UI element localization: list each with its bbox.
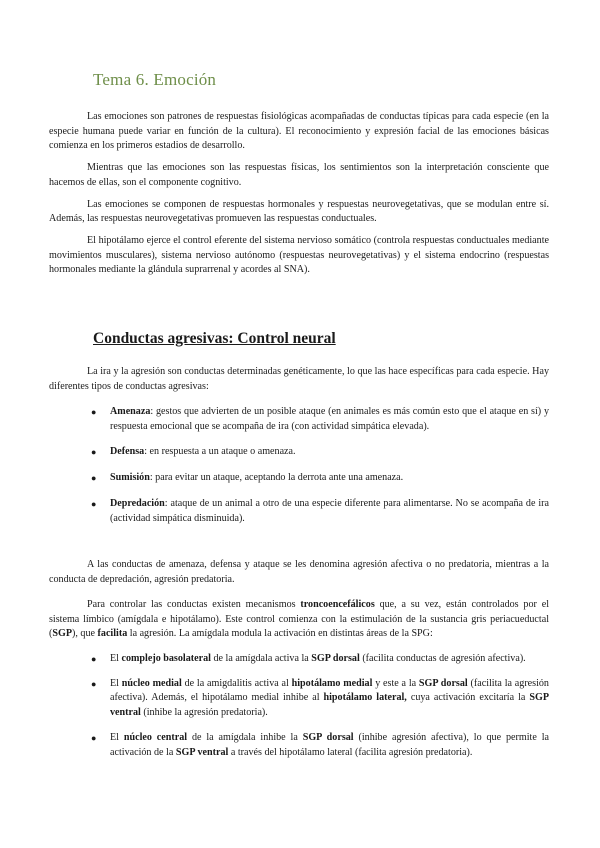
section-intro [49, 365, 549, 394]
text-run: la agresión. La amígdala modula la activación en distintas áreas de la SPG: [127, 628, 433, 640]
text-run: El [110, 731, 124, 743]
text-run: (facilita conductas de agresión afectiva). [359, 653, 526, 664]
definition: : para evitar un ataque, aceptando la derrota ante una amenaza. [149, 472, 404, 484]
definition: : ataque de un animal a otro de una especie diferente para alimentarse. No se acompaña de ira (actividad simpática disminuida). [110, 497, 549, 524]
bullet-icon: ● [91, 678, 97, 689]
text-run-bold: troncoencefálicos [300, 599, 375, 610]
text-run: que, a su vez, están controlados por el sistema límbico (amígdala e hipotálamo). Este control comienza con la estimulación de la sustancia gris periacueductal ( [49, 599, 549, 640]
text-run-bold: facilita [97, 628, 128, 640]
text-run-bold: SGP dorsal [418, 677, 468, 689]
intro-paragraph-4: El hipotálamo ejerce el control eferente del sistema nervioso somático (controla respuestas conductuales mediante movimientos musculares), sistema nervioso autónomo (respuestas neurovegetativas) y el sistema endocrino (respuestas hormonales mediante la glándula suprarrenal y acordes al SNA). [49, 234, 549, 276]
page-title: Tema 6. Emoción [93, 70, 217, 89]
definition: : gestos que advierten de un posible ataque (en animales es más común esto que el ataque en sí) y respuesta emocional que se acompaña de ira (con actividad simpática elevada). [110, 406, 549, 432]
text-run-bold: SGP dorsal [302, 731, 354, 743]
term: Defensa [110, 446, 145, 458]
affective-section [49, 558, 549, 587]
list-item [49, 471, 549, 486]
text-run: cuya activación excitaría la [406, 692, 530, 704]
text-run: y este a la [372, 677, 419, 689]
text-run: Para controlar las conductas existen mecanismos [87, 599, 301, 610]
intro-section [49, 110, 549, 278]
bullet-icon: ● [91, 407, 97, 417]
text-run-bold: núcleo central [123, 731, 188, 743]
text-run-bold: hipotálamo lateral, [323, 692, 407, 704]
text-run: El [110, 653, 122, 664]
aggression-types-list [49, 405, 549, 526]
section-title: Conductas agresivas: Control neural [93, 330, 336, 347]
list-item [49, 445, 549, 460]
bullet-icon: ● [91, 498, 97, 509]
bullet-icon: ● [91, 447, 97, 458]
term: Sumisión [110, 472, 150, 484]
text-run-bold: núcleo medial [121, 677, 182, 689]
affective-paragraph: A las conductas de amenaza, defensa y ataque se les denomina agresión afectiva o no predatoria, mientras a la conducta de depredación, agresión predatoria. [49, 559, 549, 585]
term: Amenaza [110, 406, 151, 417]
list-item [49, 652, 549, 667]
text-run: a través del hipotálamo lateral (facilita agresión predatoria). [228, 746, 473, 758]
text-run-bold: SGP ventral [110, 692, 549, 719]
bullet-icon: ● [91, 732, 97, 743]
text-run: de la amígdala activa la [210, 653, 312, 664]
text-run-bold: complejo basolateral [121, 653, 211, 664]
text-run: de la amigdalitis activa al [181, 677, 292, 689]
list-item [49, 405, 549, 434]
bullet-icon: ● [91, 654, 97, 664]
amygdala-list [49, 652, 549, 760]
text-run: El [110, 677, 122, 689]
definition: : en respuesta a un ataque o amenaza. [144, 446, 296, 458]
text-run-bold: SGP [52, 628, 73, 640]
control-section [49, 598, 549, 642]
intro-paragraph-2: Mientras que las emociones son las respuestas físicas, los sentimientos son la interpretación consciente que hacemos de ellas, son el componente cognitivo. [49, 162, 549, 188]
text-run-bold: SGP dorsal [311, 653, 360, 664]
list-item [49, 731, 549, 760]
text-run: (inhibe la agresión predatoria). [140, 707, 268, 719]
intro-paragraph-1: Las emociones son patrones de respuestas fisiológicas acompañadas de conductas típicas para cada especie (en la especie humana puede variar en función de la cultura). El reconocimiento y expresión facial de las emociones básicas comienza en los primeros estadios de desarrollo. [49, 111, 549, 152]
text-run-bold: SGP ventral [175, 746, 229, 758]
text-run: (facilita la agresión afectiva). Además, el hipotálamo medial inhibe al [110, 677, 549, 704]
term: Depredación [110, 497, 165, 509]
text-run-bold: hipotálamo medial [291, 677, 373, 689]
intro-paragraph-3: Las emociones se componen de respuestas hormonales y respuestas neurovegetativas, que se modulan entre sí. Además, las respuestas neurovegetativas promueven las respuestas conductuales. [49, 198, 549, 225]
list-item [49, 497, 549, 526]
section-intro-paragraph: La ira y la agresión son conductas determinadas genéticamente, lo que las hace específicas para cada especie. Hay diferentes tipos de conductas agresivas: [49, 366, 549, 392]
text-run: (inhibe agresión afectiva), lo que permite la activación de la [110, 731, 549, 758]
control-paragraph [49, 598, 549, 642]
text-run: de la amígdala inhibe la [187, 731, 303, 743]
list-item [49, 677, 549, 721]
bullet-icon: ● [91, 473, 97, 484]
text-run: ), que [72, 628, 98, 640]
